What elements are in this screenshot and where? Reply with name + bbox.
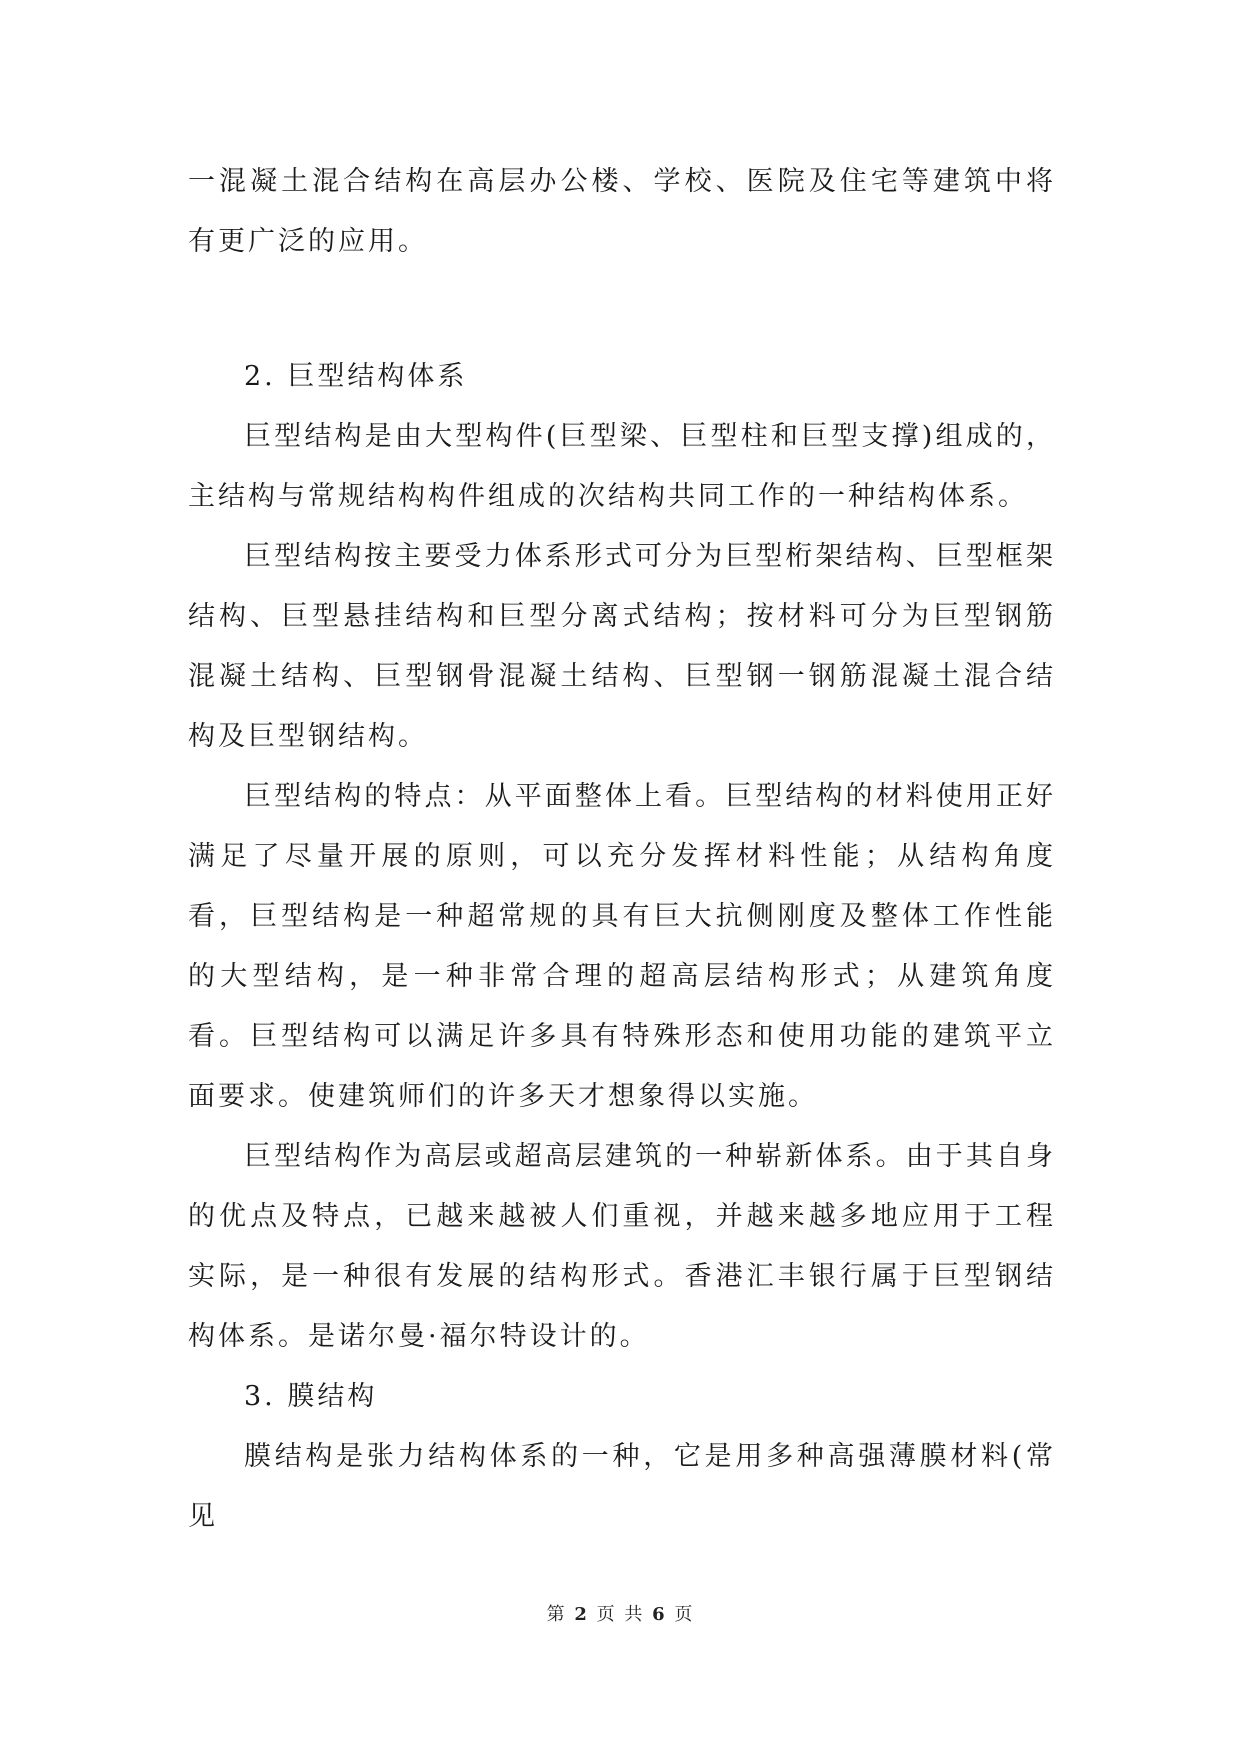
section-2-paragraph-1: 巨型结构是由大型构件(巨型梁、巨型柱和巨型支撑)组成的，主结构与常规结构构件组成的次结构共同工作的一种结构体系。	[188, 421, 1056, 512]
footer-suffix: 页	[674, 1604, 695, 1625]
section-2-heading: 2. 巨型结构体系	[244, 361, 468, 392]
main-text-block	[188, 347, 1056, 1547]
footer-total-pages: 6	[652, 1604, 667, 1625]
footer-prefix: 第	[546, 1604, 567, 1625]
section-3-paragraph-1: 膜结构是张力结构体系的一种，它是用多种高强薄膜材料(常见	[188, 1441, 1056, 1532]
section-3-heading: 3. 膜结构	[244, 1381, 378, 1412]
page-footer	[0, 1600, 1241, 1626]
footer-current-page: 2	[574, 1604, 589, 1625]
continued-text-block	[188, 152, 1056, 272]
continued-paragraph: 一混凝土混合结构在高层办公楼、学校、医院及住宅等建筑中将有更广泛的应用。	[188, 166, 1056, 257]
footer-middle: 页 共	[596, 1604, 645, 1625]
section-2-paragraph-3: 巨型结构的特点：从平面整体上看。巨型结构的材料使用正好满足了尽量开展的原则，可以充分发挥材料性能；从结构角度看，巨型结构是一种超常规的具有巨大抗侧刚度及整体工作性能的大型结构，是一种非常合理的超高层结构形式；从建筑角度看。巨型结构可以满足许多具有特殊形态和使用功能的建筑平立面要求。使建筑师们的许多天才想象得以实施。	[188, 781, 1056, 1112]
section-2-paragraph-4: 巨型结构作为高层或超高层建筑的一种崭新体系。由于其自身的优点及特点，已越来越被人们重视，并越来越多地应用于工程实际，是一种很有发展的结构形式。香港汇丰银行属于巨型钢结构体系。是诺尔曼·福尔特设计的。	[188, 1141, 1056, 1352]
section-2-paragraph-2: 巨型结构按主要受力体系形式可分为巨型桁架结构、巨型框架结构、巨型悬挂结构和巨型分离式结构；按材料可分为巨型钢筋混凝土结构、巨型钢骨混凝土结构、巨型钢一钢筋混凝土混合结构及巨型钢结构。	[188, 541, 1056, 752]
